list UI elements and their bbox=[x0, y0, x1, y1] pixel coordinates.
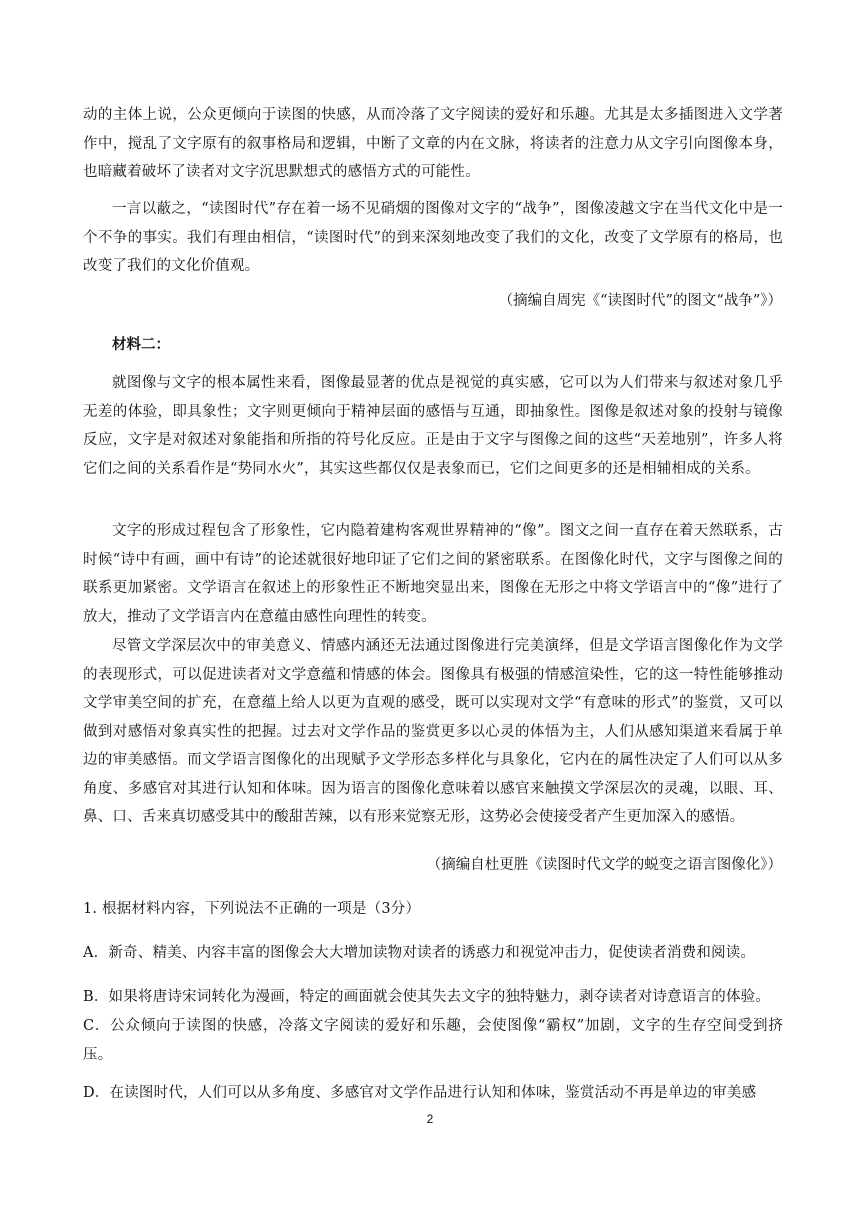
question-stem: 1. 根据材料内容，下列说法不正确的一项是（3分） bbox=[83, 901, 421, 917]
paragraph-material2-1: 就图像与文字的根本属性来看，图像最显著的优点是视觉的真实感，它可以为人们带来与叙述对象几乎无差的体验，即具象性；文字则更倾向于精神层面的感悟与互通，即抽象性。图像是叙述对象的投射与镜像反应，文字是对叙述对象能指和所指的符号化反应。正是由于文字与图像之间的这些“天差地别”，许多人将它们之间的关系看作是“势同水火”，其实这些都仅仅是表象而已，它们之间更多的还是相辅相成的关系。 bbox=[83, 375, 783, 477]
option-d: D．在读图时代，人们可以从多角度、多感官对文学作品进行认知和体味，鉴赏活动不再是单边的审美感 bbox=[83, 1085, 757, 1101]
paragraph-summary: 一言以蔽之，“读图时代”存在着一场不见硝烟的图像对文字的“战争”，图像凌越文字在当代文化中是一个不争的事实。我们有理由相信，“读图时代”的到来深刻地改变了我们的文化，改变了文学原有的格局，也改变了我们的文化价值观。 bbox=[83, 201, 783, 274]
source-citation-1: （摘编自周宪《“读图时代”的图文“战争”》） bbox=[498, 293, 782, 309]
option-c: C．公众倾向于读图的快感，冷落文字阅读的爱好和乐趣，会使图像“霸权”加剧，文字的生存空间受到挤压。 bbox=[83, 1018, 783, 1063]
material-two-heading: 材料二： bbox=[112, 336, 170, 353]
paragraph-material2-2: 文字的形成过程包含了形象性，它内隐着建构客观世界精神的“像”。图文之间一直存在着天然联系，古时候“诗中有画，画中有诗”的论述就很好地印证了它们之间的紧密联系。在图像化时代，文字与图像之间的联系更加紧密。文学语言在叙述上的形象性正不断地突显出来，图像在无形之中将文学语言中的“像”进行了放大，推动了文学语言内在意蕴由感性向理性的转变。 bbox=[83, 523, 783, 625]
source-citation-2: （摘编自杜更胜《读图时代文学的蜕变之语言图像化》） bbox=[426, 857, 782, 873]
paragraph-continued: 动的主体上说，公众更倾向于读图的快感，从而冷落了文字阅读的爱好和乐趣。尤其是太多插图进入文学著作中，搅乱了文字原有的叙事格局和逻辑，中断了文章的内在文脉，将读者的注意力从文字引向图像本身，也暗藏着破坏了读者对文字沉思默想式的感悟方式的可能性。 bbox=[83, 107, 783, 180]
paragraph-material2-3: 尽管文学深层次中的审美意义、情感内涵还无法通过图像进行完美演绎，但是文学语言图像化作为文学的表现形式，可以促进读者对文学意蕴和情感的体会。图像具有极强的情感渲染性，它的这一特性能够推动文学审美空间的扩充，在意蕴上给人以更为直观的感受，既可以实现对文学“有意味的形式”的鉴赏，又可以做到对感悟对象真实性的把握。过去对文学作品的鉴赏更多以心灵的体悟为主，人们从感知渠道来看属于单边的审美感悟。而文学语言图像化的出现赋予文学形态多样化与具象化，它内在的属性决定了人们可以从多角度、多感官对其进行认知和体味。因为语言的图像化意味着以感官来触摸文学深层次的灵魂，以眼、耳、鼻、口、舌来真切感受其中的酸甜苦辣，以有形来觉察无形，这势必会使接受者产生更加深入的感悟。 bbox=[83, 638, 783, 825]
option-a: A．新奇、精美、内容丰富的图像会大大增加读物对读者的诱惑力和视觉冲击力，促使读者消费和阅读。 bbox=[83, 945, 756, 961]
option-b: B．如果将唐诗宋词转化为漫画，特定的画面就会使其失去文字的独特魅力，剥夺读者对诗意语言的体验。 bbox=[83, 989, 771, 1005]
page-number: 2 bbox=[426, 1112, 434, 1126]
